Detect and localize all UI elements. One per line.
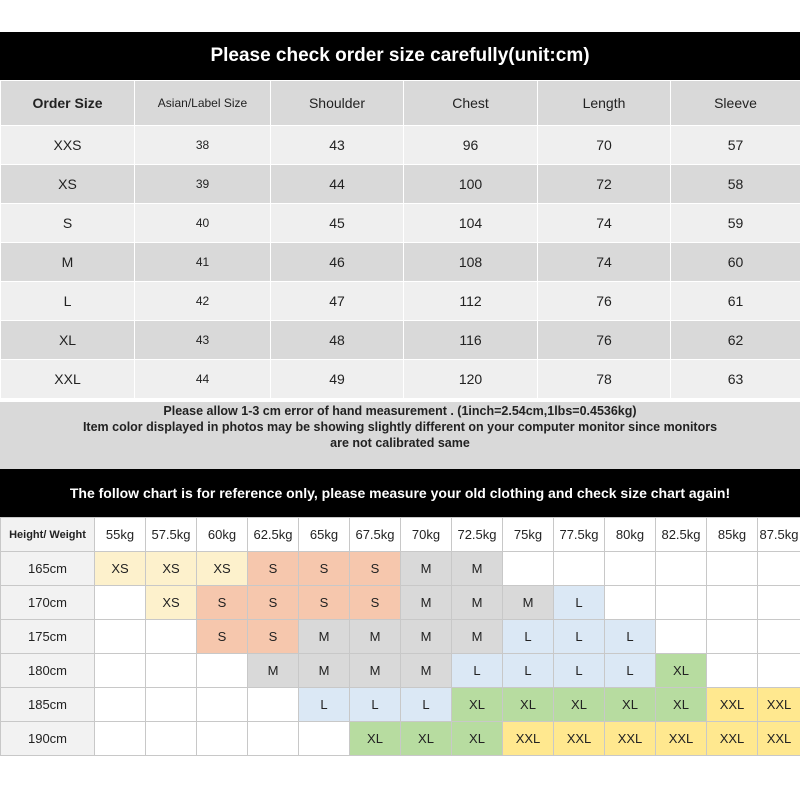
height-cell: 175cm bbox=[1, 620, 95, 654]
chest-cell: 100 bbox=[404, 165, 538, 204]
size-cell: XXL bbox=[605, 722, 656, 756]
asian-size-cell: 41 bbox=[135, 243, 271, 282]
table-row bbox=[1, 360, 800, 399]
size-cell: S bbox=[197, 620, 248, 654]
size-cell: XS bbox=[197, 552, 248, 586]
table-row bbox=[1, 204, 800, 243]
size-cell: M bbox=[452, 620, 503, 654]
size-cell: XXL bbox=[554, 722, 605, 756]
size-cell: L bbox=[299, 688, 350, 722]
asian-size-cell: 43 bbox=[135, 321, 271, 360]
shoulder-cell: 47 bbox=[271, 282, 404, 321]
chest-cell: 96 bbox=[404, 126, 538, 165]
size-cell bbox=[503, 552, 554, 586]
size-cell: M bbox=[350, 620, 401, 654]
weight-header-cell: 65kg bbox=[299, 518, 350, 552]
header-sleeve: Sleeve bbox=[671, 81, 800, 126]
size-cell bbox=[758, 552, 800, 586]
length-cell: 74 bbox=[538, 243, 671, 282]
size-cell: XXL bbox=[758, 722, 800, 756]
size-cell bbox=[554, 552, 605, 586]
size-cell bbox=[299, 722, 350, 756]
size-cell: M bbox=[248, 654, 299, 688]
sleeve-cell: 61 bbox=[671, 282, 800, 321]
size-cell: XL bbox=[605, 688, 656, 722]
weight-header-cell: 87.5kg bbox=[758, 518, 800, 552]
length-cell: 76 bbox=[538, 321, 671, 360]
header-shoulder: Shoulder bbox=[271, 81, 404, 126]
size-cell: XL bbox=[656, 688, 707, 722]
size-cell: M bbox=[503, 586, 554, 620]
size-cell: XXL bbox=[707, 688, 758, 722]
size-cell: M bbox=[401, 654, 452, 688]
asian-size-cell: 40 bbox=[135, 204, 271, 243]
table-row bbox=[1, 620, 800, 654]
weight-header-cell: 80kg bbox=[605, 518, 656, 552]
asian-size-cell: 44 bbox=[135, 360, 271, 399]
size-cell: M bbox=[452, 586, 503, 620]
shoulder-cell: 49 bbox=[271, 360, 404, 399]
size-cell bbox=[95, 586, 146, 620]
weight-header-row bbox=[1, 518, 800, 552]
sleeve-cell: 57 bbox=[671, 126, 800, 165]
chest-cell: 108 bbox=[404, 243, 538, 282]
size-cell bbox=[758, 654, 800, 688]
table-row bbox=[1, 165, 800, 204]
table-row bbox=[1, 688, 800, 722]
note-line-1: Please allow 1-3 cm error of hand measurement . (1inch=2.54cm,1lbs=0.4536kg) bbox=[163, 404, 637, 418]
size-cell: L bbox=[503, 654, 554, 688]
header-length: Length bbox=[538, 81, 671, 126]
length-cell: 74 bbox=[538, 204, 671, 243]
size-cell: M bbox=[299, 620, 350, 654]
size-cell: XL bbox=[401, 722, 452, 756]
height-weight-chart bbox=[0, 517, 800, 756]
size-cell bbox=[758, 620, 800, 654]
size-cell: L bbox=[554, 586, 605, 620]
asian-size-cell: 38 bbox=[135, 126, 271, 165]
size-cell: S bbox=[299, 586, 350, 620]
size-cell: M bbox=[401, 586, 452, 620]
shoulder-cell: 46 bbox=[271, 243, 404, 282]
size-cell bbox=[197, 654, 248, 688]
size-cell bbox=[95, 688, 146, 722]
size-table-header bbox=[1, 81, 800, 126]
sleeve-cell: 62 bbox=[671, 321, 800, 360]
measurement-notes bbox=[0, 402, 800, 469]
header-chest: Chest bbox=[404, 81, 538, 126]
size-cell: S bbox=[248, 586, 299, 620]
asian-size-cell: 42 bbox=[135, 282, 271, 321]
weight-header-cell: 75kg bbox=[503, 518, 554, 552]
table-row bbox=[1, 126, 800, 165]
order-size-cell: L bbox=[1, 282, 135, 321]
size-cell bbox=[605, 586, 656, 620]
size-cell: XL bbox=[452, 688, 503, 722]
size-cell: S bbox=[350, 586, 401, 620]
table-row bbox=[1, 722, 800, 756]
sleeve-cell: 59 bbox=[671, 204, 800, 243]
shoulder-cell: 44 bbox=[271, 165, 404, 204]
size-cell: L bbox=[401, 688, 452, 722]
size-table bbox=[0, 80, 800, 399]
size-cell: M bbox=[350, 654, 401, 688]
size-cell: M bbox=[452, 552, 503, 586]
size-cell: L bbox=[554, 620, 605, 654]
size-cell bbox=[95, 722, 146, 756]
length-cell: 76 bbox=[538, 282, 671, 321]
height-cell: 170cm bbox=[1, 586, 95, 620]
size-cell: XS bbox=[146, 552, 197, 586]
weight-header-cell: 70kg bbox=[401, 518, 452, 552]
height-weight-corner: Height/ Weight bbox=[1, 518, 95, 552]
sleeve-cell: 60 bbox=[671, 243, 800, 282]
table-row bbox=[1, 321, 800, 360]
size-cell bbox=[707, 620, 758, 654]
sleeve-cell: 63 bbox=[671, 360, 800, 399]
shoulder-cell: 48 bbox=[271, 321, 404, 360]
chest-cell: 120 bbox=[404, 360, 538, 399]
size-cell bbox=[656, 586, 707, 620]
size-cell bbox=[197, 688, 248, 722]
sleeve-cell: 58 bbox=[671, 165, 800, 204]
size-cell: L bbox=[605, 654, 656, 688]
size-cell bbox=[656, 620, 707, 654]
asian-size-cell: 39 bbox=[135, 165, 271, 204]
size-cell bbox=[95, 620, 146, 654]
size-cell: XXL bbox=[707, 722, 758, 756]
size-cell: XS bbox=[146, 586, 197, 620]
order-size-cell: XS bbox=[1, 165, 135, 204]
height-cell: 180cm bbox=[1, 654, 95, 688]
weight-header-cell: 60kg bbox=[197, 518, 248, 552]
size-cell: L bbox=[350, 688, 401, 722]
weight-header-cell: 57.5kg bbox=[146, 518, 197, 552]
weight-header-cell: 72.5kg bbox=[452, 518, 503, 552]
size-cell bbox=[248, 722, 299, 756]
weight-header-cell: 55kg bbox=[95, 518, 146, 552]
size-cell: M bbox=[401, 552, 452, 586]
note-line-3: are not calibrated same bbox=[330, 436, 470, 450]
header-asian-size: Asian/Label Size bbox=[135, 81, 271, 126]
weight-header-cell: 67.5kg bbox=[350, 518, 401, 552]
size-cell: XS bbox=[95, 552, 146, 586]
size-cell bbox=[656, 552, 707, 586]
size-cell: XL bbox=[452, 722, 503, 756]
chest-cell: 112 bbox=[404, 282, 538, 321]
length-cell: 72 bbox=[538, 165, 671, 204]
weight-header-cell: 77.5kg bbox=[554, 518, 605, 552]
order-size-cell: XXS bbox=[1, 126, 135, 165]
size-cell bbox=[95, 654, 146, 688]
size-cell: XXL bbox=[503, 722, 554, 756]
shoulder-cell: 43 bbox=[271, 126, 404, 165]
size-cell: S bbox=[197, 586, 248, 620]
table-row bbox=[1, 243, 800, 282]
size-cell bbox=[707, 654, 758, 688]
order-size-cell: XXL bbox=[1, 360, 135, 399]
size-cell bbox=[146, 620, 197, 654]
size-cell: M bbox=[401, 620, 452, 654]
size-cell: XL bbox=[554, 688, 605, 722]
size-cell: L bbox=[503, 620, 554, 654]
weight-header-cell: 62.5kg bbox=[248, 518, 299, 552]
shoulder-cell: 45 bbox=[271, 204, 404, 243]
height-cell: 165cm bbox=[1, 552, 95, 586]
order-size-cell: S bbox=[1, 204, 135, 243]
size-cell: M bbox=[299, 654, 350, 688]
header-order-size: Order Size bbox=[1, 81, 135, 126]
chest-cell: 116 bbox=[404, 321, 538, 360]
size-cell: L bbox=[605, 620, 656, 654]
order-size-cell: XL bbox=[1, 321, 135, 360]
size-cell: S bbox=[350, 552, 401, 586]
weight-header-cell: 85kg bbox=[707, 518, 758, 552]
size-cell bbox=[758, 586, 800, 620]
table-row bbox=[1, 552, 800, 586]
size-cell: XL bbox=[503, 688, 554, 722]
size-cell bbox=[146, 688, 197, 722]
reference-chart-title: The follow chart is for reference only, please measure your old clothing and check size chart again! bbox=[0, 469, 800, 517]
size-cell: L bbox=[452, 654, 503, 688]
size-cell: XL bbox=[350, 722, 401, 756]
table-row bbox=[1, 586, 800, 620]
size-cell bbox=[605, 552, 656, 586]
order-size-cell: M bbox=[1, 243, 135, 282]
size-cell: S bbox=[248, 620, 299, 654]
length-cell: 70 bbox=[538, 126, 671, 165]
table-row bbox=[1, 282, 800, 321]
size-cell: XL bbox=[656, 654, 707, 688]
note-line-2: Item color displayed in photos may be showing slightly different on your computer monitor since monitors bbox=[82, 420, 718, 434]
size-cell: S bbox=[299, 552, 350, 586]
chest-cell: 104 bbox=[404, 204, 538, 243]
size-cell: L bbox=[554, 654, 605, 688]
size-cell bbox=[248, 688, 299, 722]
length-cell: 78 bbox=[538, 360, 671, 399]
size-cell: S bbox=[248, 552, 299, 586]
height-cell: 185cm bbox=[1, 688, 95, 722]
size-cell: XXL bbox=[656, 722, 707, 756]
size-cell bbox=[146, 722, 197, 756]
weight-header-cell: 82.5kg bbox=[656, 518, 707, 552]
size-cell bbox=[707, 552, 758, 586]
table-row bbox=[1, 654, 800, 688]
size-cell bbox=[197, 722, 248, 756]
size-cell: XXL bbox=[758, 688, 800, 722]
size-cell bbox=[707, 586, 758, 620]
height-cell: 190cm bbox=[1, 722, 95, 756]
size-chart-title: Please check order size carefully(unit:cm) bbox=[0, 32, 800, 80]
size-cell bbox=[146, 654, 197, 688]
